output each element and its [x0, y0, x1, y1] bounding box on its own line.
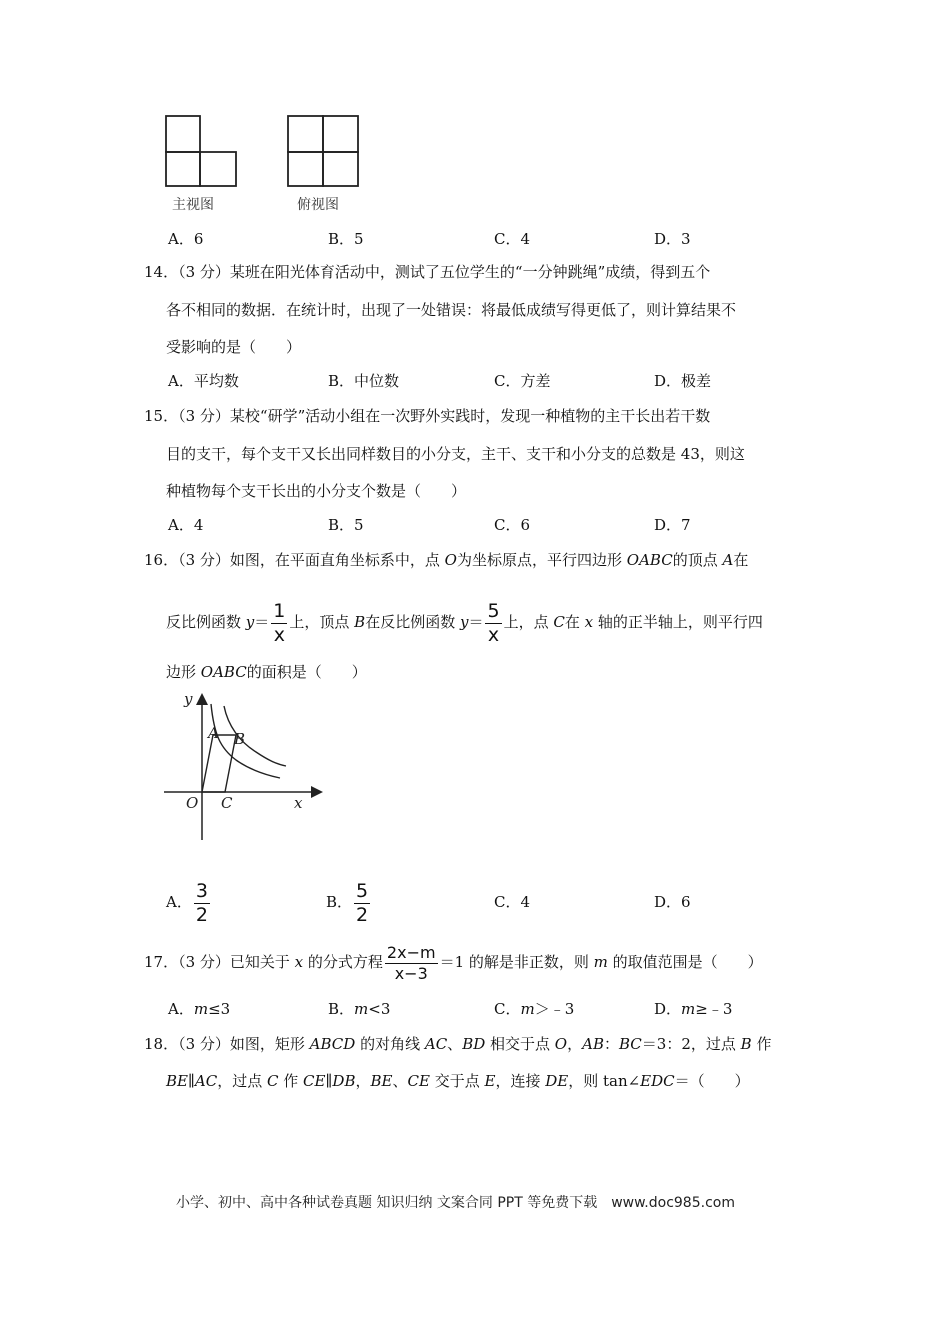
- q16-line2: 反比例函数 y＝ $\frac{1}{x}$ 上，顶点 B在反比例函数 y＝ $\frac{5}{x}$ 上，点 C在 x 轴的正半轴上，则平行四: [166, 599, 763, 646]
- q13-option-c: C．4: [494, 230, 531, 248]
- q16-option-c: C．4: [494, 893, 531, 911]
- front-view-figure: [166, 116, 236, 186]
- q18-line1: 18．（3 分）如图，矩形 ABCD 的对角线 AC、BD 相交于点 O，AB：BC＝3：2，过点 B 作: [144, 1035, 772, 1053]
- q17-option-b: B．m<3: [328, 1000, 391, 1018]
- q16-line1: 16．（3 分）如图，在平面直角坐标系中，点 O为坐标原点，平行四边形 OABC的顶点 A在: [144, 551, 749, 569]
- top-view-figure: [288, 116, 358, 186]
- fraction-1-over-x: $\frac{1}{x}$: [273, 599, 286, 646]
- front-view-label: 主视图: [172, 197, 214, 213]
- graph-label-x: x: [294, 794, 303, 812]
- q14-option-a: A．平均数: [168, 372, 239, 390]
- top-view-label: 俯视图: [297, 197, 339, 213]
- graph-label-c: C: [221, 794, 233, 812]
- page-footer: 小学、初中、高中各种试卷真题 知识归纳 文案合同 PPT 等免费下载 www.doc985.com: [176, 1195, 735, 1211]
- q13-option-a: A．6: [168, 230, 204, 248]
- q15-option-d: D．7: [654, 516, 691, 534]
- q14-option-b: B．中位数: [328, 372, 400, 390]
- graph-label-o: O: [186, 794, 199, 812]
- q14-line2: 各不相同的数据．在统计时，出现了一处错误：将最低成绩写得更低了，则计算结果不: [166, 301, 737, 319]
- q16-graph: [158, 686, 328, 846]
- graph-label-a: A: [208, 724, 219, 742]
- q13-option-d: D．3: [654, 230, 691, 248]
- graph-label-y: y: [184, 690, 193, 708]
- q15-line2: 目的支干，每个支干又长出同样数目的小分支，主干、支干和小分支的总数是 43，则这: [166, 445, 745, 463]
- three-view-figures: [160, 110, 370, 190]
- q18-line2: BE∥AC，过点 C 作 CE∥DB，BE、CE 交于点 E，连接 DE，则 tan∠EDC＝（ ）: [166, 1072, 750, 1090]
- q16-option-d: D．6: [654, 893, 691, 911]
- graph-label-b: B: [234, 730, 246, 748]
- q14-line1: 14．（3 分）某班在阳光体育活动中，测试了五位学生的“一分钟跳绳”成绩，得到五个: [144, 263, 711, 281]
- q14-line3: 受影响的是（ ）: [166, 338, 302, 356]
- q17-option-a: A．m≤3: [168, 1000, 231, 1018]
- q15-line3: 种植物每个支干长出的小分支个数是（ ）: [166, 482, 467, 500]
- q16-option-b: B． $\frac{5}{2}$: [326, 879, 369, 926]
- q14-option-d: D．极差: [654, 372, 712, 390]
- q17-option-c: C．m＞﹣3: [494, 1000, 575, 1018]
- parallelogram-oabc: [202, 735, 236, 792]
- q15-option-c: C．6: [494, 516, 531, 534]
- curve-1-over-x: [211, 704, 280, 778]
- q16-line3: 边形 OABC的面积是（ ）: [166, 663, 367, 681]
- q14-option-c: C．方差: [494, 372, 551, 390]
- q15-line1: 15．（3 分）某校“研学”活动小组在一次野外实践时，发现一种植物的主干长出若干数: [144, 407, 711, 425]
- fraction-2x-m-over-x-3: $\frac{2x-m}{x-3}$: [386, 942, 436, 983]
- q17-line1: 17．（3 分）已知关于 x 的分式方程 $\frac{2x-m}{x-3}$ ＝1 的解是非正数，则 m 的取值范围是（ ）: [144, 942, 763, 983]
- fraction-5-over-x: $\frac{5}{x}$: [487, 599, 500, 646]
- q17-option-d: D．m≥﹣3: [654, 1000, 733, 1018]
- q16-option-a: A． $\frac{3}{2}$: [166, 879, 208, 926]
- q15-option-a: A．4: [168, 516, 204, 534]
- q13-option-b: B．5: [328, 230, 364, 248]
- q15-option-b: B．5: [328, 516, 364, 534]
